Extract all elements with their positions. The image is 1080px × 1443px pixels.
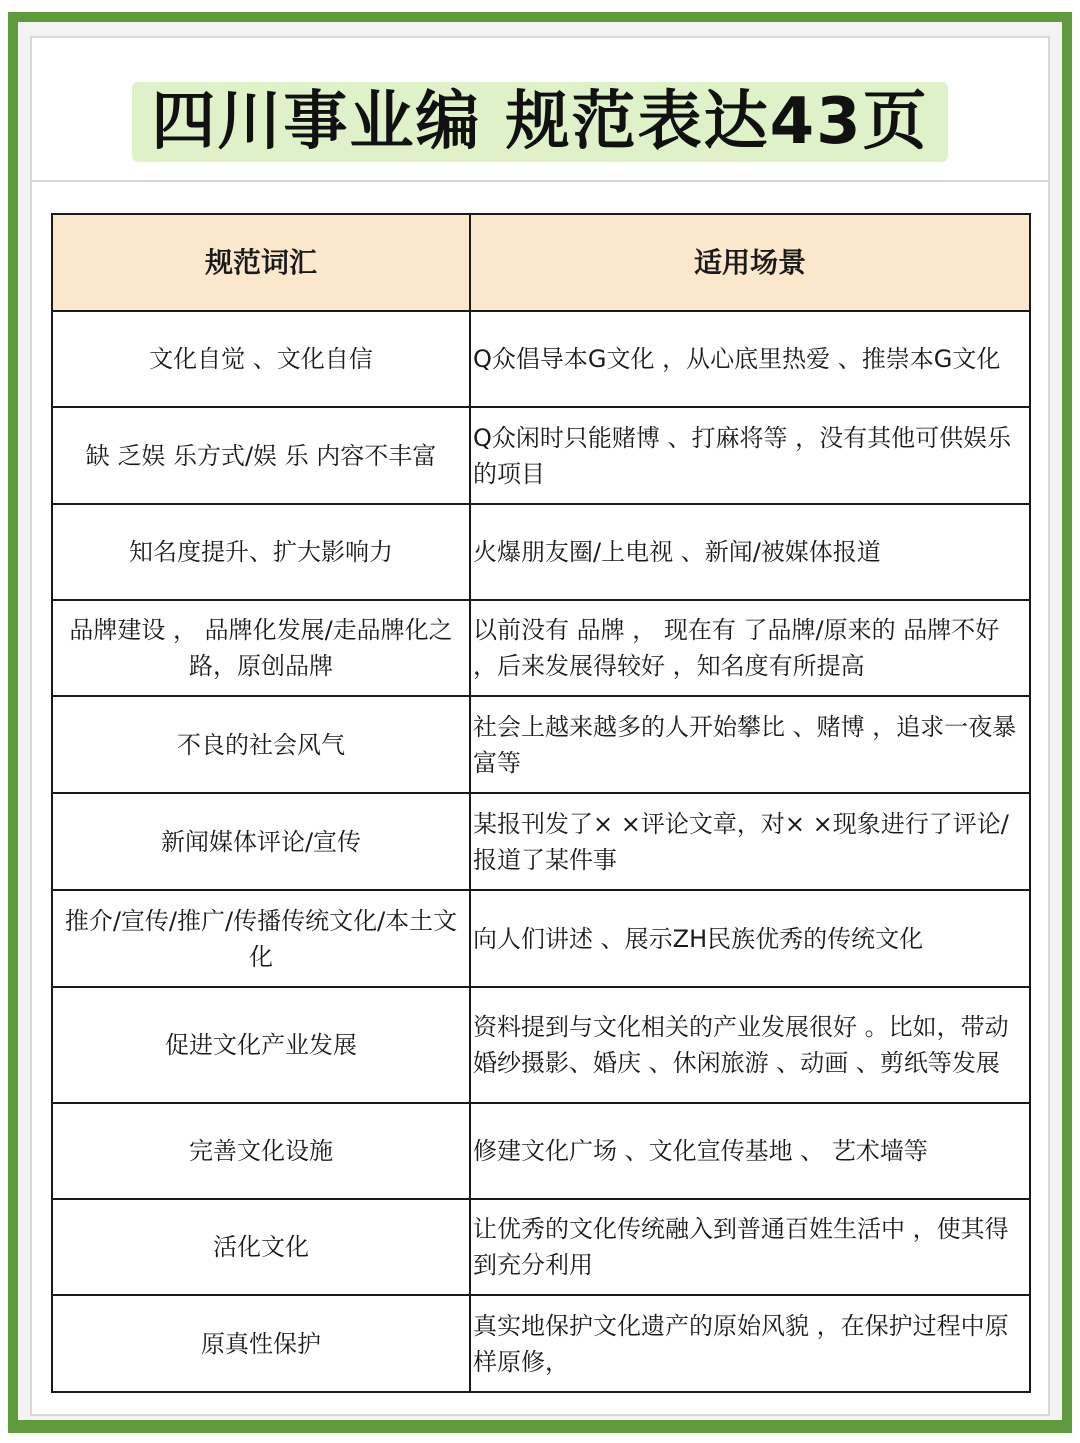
term-cell: 知名度提升、扩大影响力 xyxy=(52,504,470,600)
scene-cell: 修建文化广场 、文化宣传基地 、 艺术墙等 xyxy=(470,1103,1030,1199)
scene-cell: 以前没有 品牌 ， 现在有 了品牌/原来的 品牌不好 ，后来发展得较好 ，知名度有所提高 xyxy=(470,600,1030,696)
table-header-row xyxy=(52,214,1030,311)
term-cell: 品牌建设 ， 品牌化发展/走品牌化之路，原创品牌 xyxy=(52,600,470,696)
term-cell: 文化自觉 、文化自信 xyxy=(52,311,470,407)
term-cell: 推介/宣传/推广/传播传统文化/本土文化 xyxy=(52,890,470,987)
table-row xyxy=(52,1295,1030,1392)
table-row xyxy=(52,696,1030,793)
header-scene: 适用场景 xyxy=(470,214,1030,311)
scene-cell: 向人们讲述 、展示ZH民族优秀的传统文化 xyxy=(470,890,1030,987)
table-row xyxy=(52,600,1030,696)
table-row xyxy=(52,407,1030,504)
term-cell: 不良的社会风气 xyxy=(52,696,470,793)
table-row xyxy=(52,504,1030,600)
scene-cell: Q众倡导本G文化 ，从心底里热爱 、推崇本G文化 xyxy=(470,311,1030,407)
scene-cell: 社会上越来越多的人开始攀比 、赌博 ，追求一夜暴富等 xyxy=(470,696,1030,793)
table-row xyxy=(52,1199,1030,1295)
scene-cell: 让优秀的文化传统融入到普通百姓生活中 ，使其得到充分利用 xyxy=(470,1199,1030,1295)
header-term: 规范词汇 xyxy=(52,214,470,311)
table-row xyxy=(52,1103,1030,1199)
scene-cell: 火爆朋友圈/上电视 、新闻/被媒体报道 xyxy=(470,504,1030,600)
table-row xyxy=(52,311,1030,407)
term-cell: 缺 乏娱 乐方式/娱 乐 内容不丰富 xyxy=(52,407,470,504)
table-row xyxy=(52,793,1030,890)
term-cell: 促进文化产业发展 xyxy=(52,987,470,1103)
scene-cell: 资料提到与文化相关的产业发展很好 。比如，带动婚纱摄影、婚庆 、休闲旅游 、动画 、剪纸等发展 xyxy=(470,987,1030,1103)
scene-cell: Q众闲时只能赌博 、打麻将等 ，没有其他可供娱乐的项目 xyxy=(470,407,1030,504)
term-cell: 原真性保护 xyxy=(52,1295,470,1392)
table-row xyxy=(52,987,1030,1103)
page-title: 四川事业编 规范表达43页 xyxy=(151,85,929,159)
term-cell: 新闻媒体评论/宣传 xyxy=(52,793,470,890)
term-cell: 活化文化 xyxy=(52,1199,470,1295)
vocabulary-table xyxy=(51,213,1031,1393)
table-row xyxy=(52,890,1030,987)
term-cell: 完善文化设施 xyxy=(52,1103,470,1199)
scene-cell: 某报刊发了× ×评论文章，对× ×现象进行了评论/报道了某件事 xyxy=(470,793,1030,890)
scene-cell: 真实地保护文化遗产的原始风貌 ，在保护过程中原样原修， xyxy=(470,1295,1030,1392)
